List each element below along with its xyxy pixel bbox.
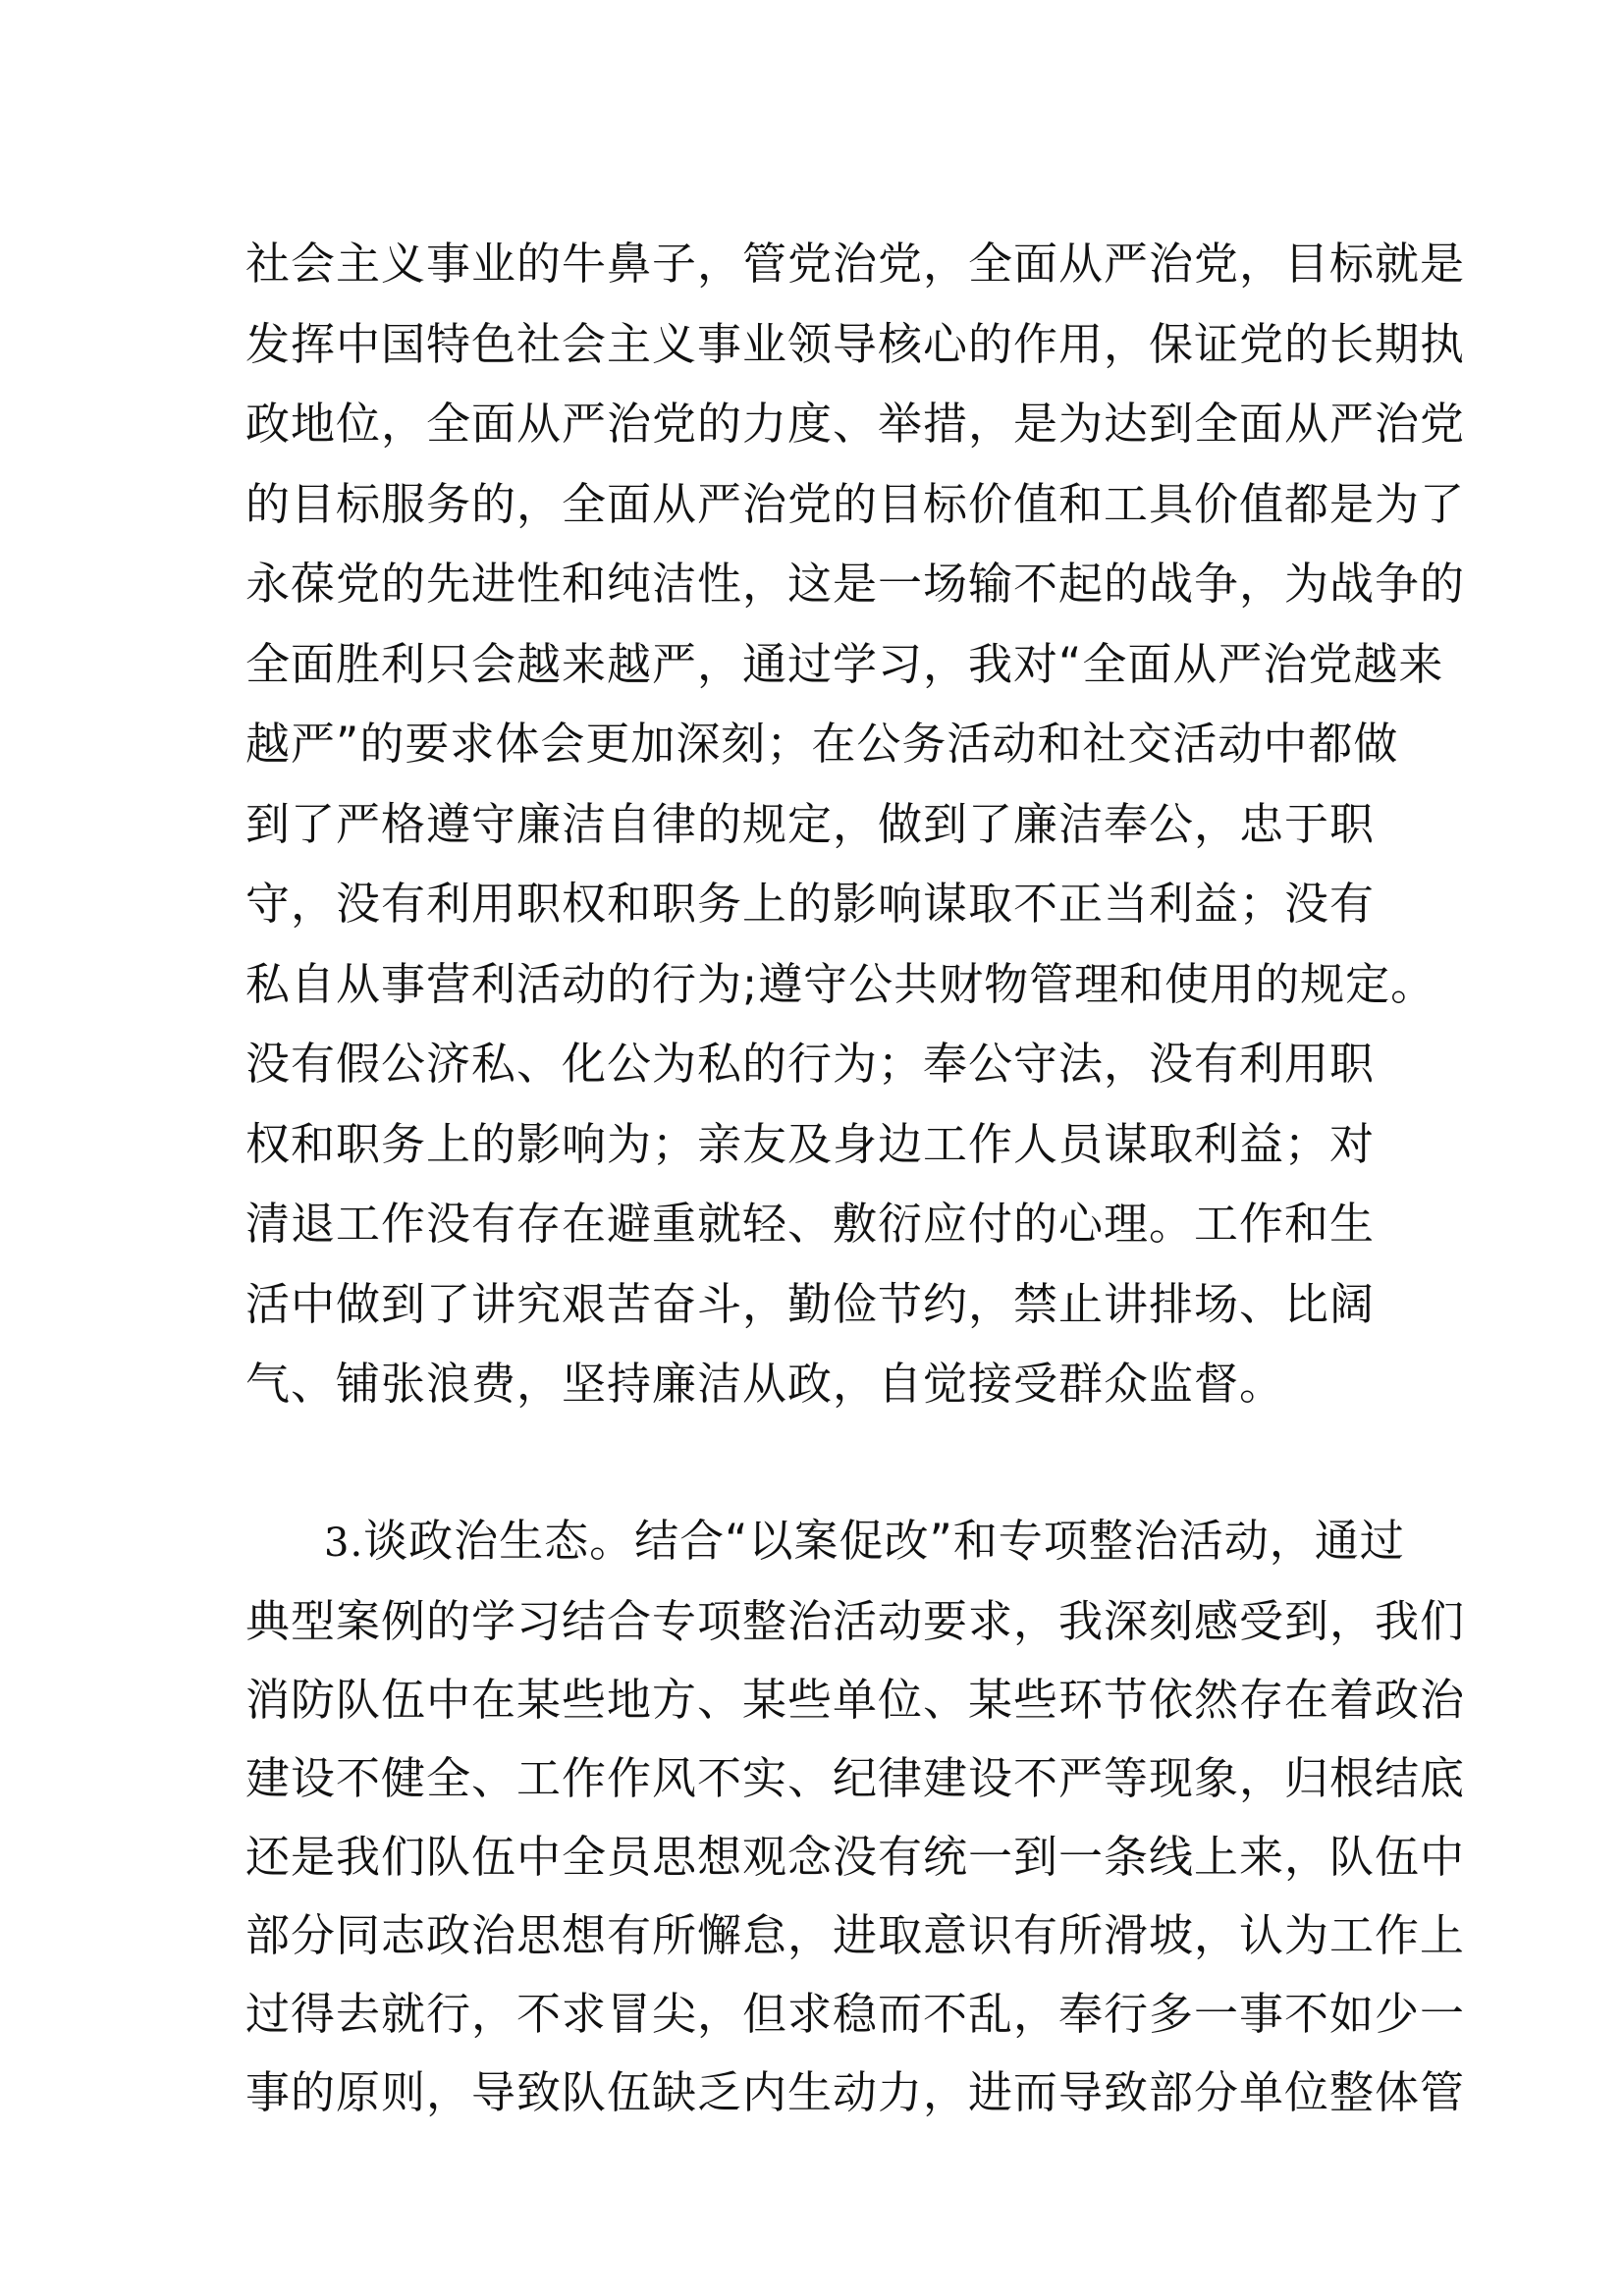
paragraph-1-line: 越严”的要求体会更加深刻；在公务活动和社交活动中都做: [245, 718, 1399, 770]
section-number: 3.: [324, 1521, 364, 1566]
paragraph-2-line: 事的原则，导致队伍缺乏内生动力，进而导致部分单位整体管: [245, 2066, 1466, 2118]
paragraph-1-line: 政地位，全面从严治党的力度、举措，是为达到全面从严治党: [245, 398, 1466, 450]
paragraph-1-line: 清退工作没有存在避重就轻、敷衍应付的心理。工作和生: [245, 1198, 1376, 1250]
paragraph-2: [245, 1502, 1466, 2132]
paragraph-1-line: 气、铺张浪费，坚持廉洁从政，自觉接受群众监督。: [245, 1358, 1285, 1410]
paragraph-2-line: 典型案例的学习结合专项整治活动要求，我深刻感受到，我们: [245, 1595, 1466, 1647]
paragraph-1-line: 私自从事营利活动的行为;遵守公共财物管理和使用的规定。: [245, 957, 1436, 1010]
paragraph-1-line: 到了严格遵守廉洁自律的规定，做到了廉洁奉公，忠于职: [245, 797, 1376, 850]
paragraph-1-line: 永葆党的先进性和纯洁性，这是一场输不起的战争，为战争的: [245, 558, 1466, 610]
paragraph-2-line: 还是我们队伍中全员思想观念没有统一到一条线上来，队伍中: [245, 1831, 1466, 1883]
paragraph-1-line: 活中做到了讲究艰苦奋斗，勤俭节约，禁止讲排场、比阔: [245, 1277, 1376, 1330]
paragraph-2-line: 消防队伍中在某些地方、某些单位、某些环节依然存在着政治: [245, 1674, 1466, 1726]
paragraph-2-line: 建设不健全、工作作风不实、纪律建设不严等现象，归根结底: [245, 1752, 1466, 1804]
paragraph-2-line: 过得去就行，不求冒尖，但求稳而不乱，奉行多一事不如少一: [245, 1988, 1466, 2040]
paragraph-1-line: 发挥中国特色社会主义事业领导核心的作用，保证党的长期执: [245, 317, 1466, 370]
paragraph-2-line: 部分同志政治思想有所懈怠，进取意识有所滑坡，认为工作上: [245, 1909, 1466, 1961]
paragraph-1: [245, 224, 1466, 1424]
paragraph-2-line: 谈政治生态。结合“以案促改”和专项整治活动，通过: [363, 1515, 1405, 1567]
paragraph-1-line: 的目标服务的，全面从严治党的目标价值和工具价值都是为了: [245, 477, 1466, 530]
paragraph-1-line: 全面胜利只会越来越严，通过学习，我对“全面从严治党越来: [245, 637, 1444, 690]
paragraph-2-first-line: [245, 1502, 1404, 1582]
paragraph-1-line: 守，没有利用职权和职务上的影响谋取不正当利益；没有: [245, 878, 1376, 930]
paragraph-1-line: 社会主义事业的牛鼻子，管党治党，全面从严治党，目标就是: [245, 238, 1466, 290]
paragraph-1-line: 权和职务上的影响为；亲友及身边工作人员谋取利益；对: [245, 1117, 1376, 1170]
paragraph-1-line: 没有假公济私、化公为私的行为；奉公守法，没有利用职: [245, 1038, 1376, 1090]
